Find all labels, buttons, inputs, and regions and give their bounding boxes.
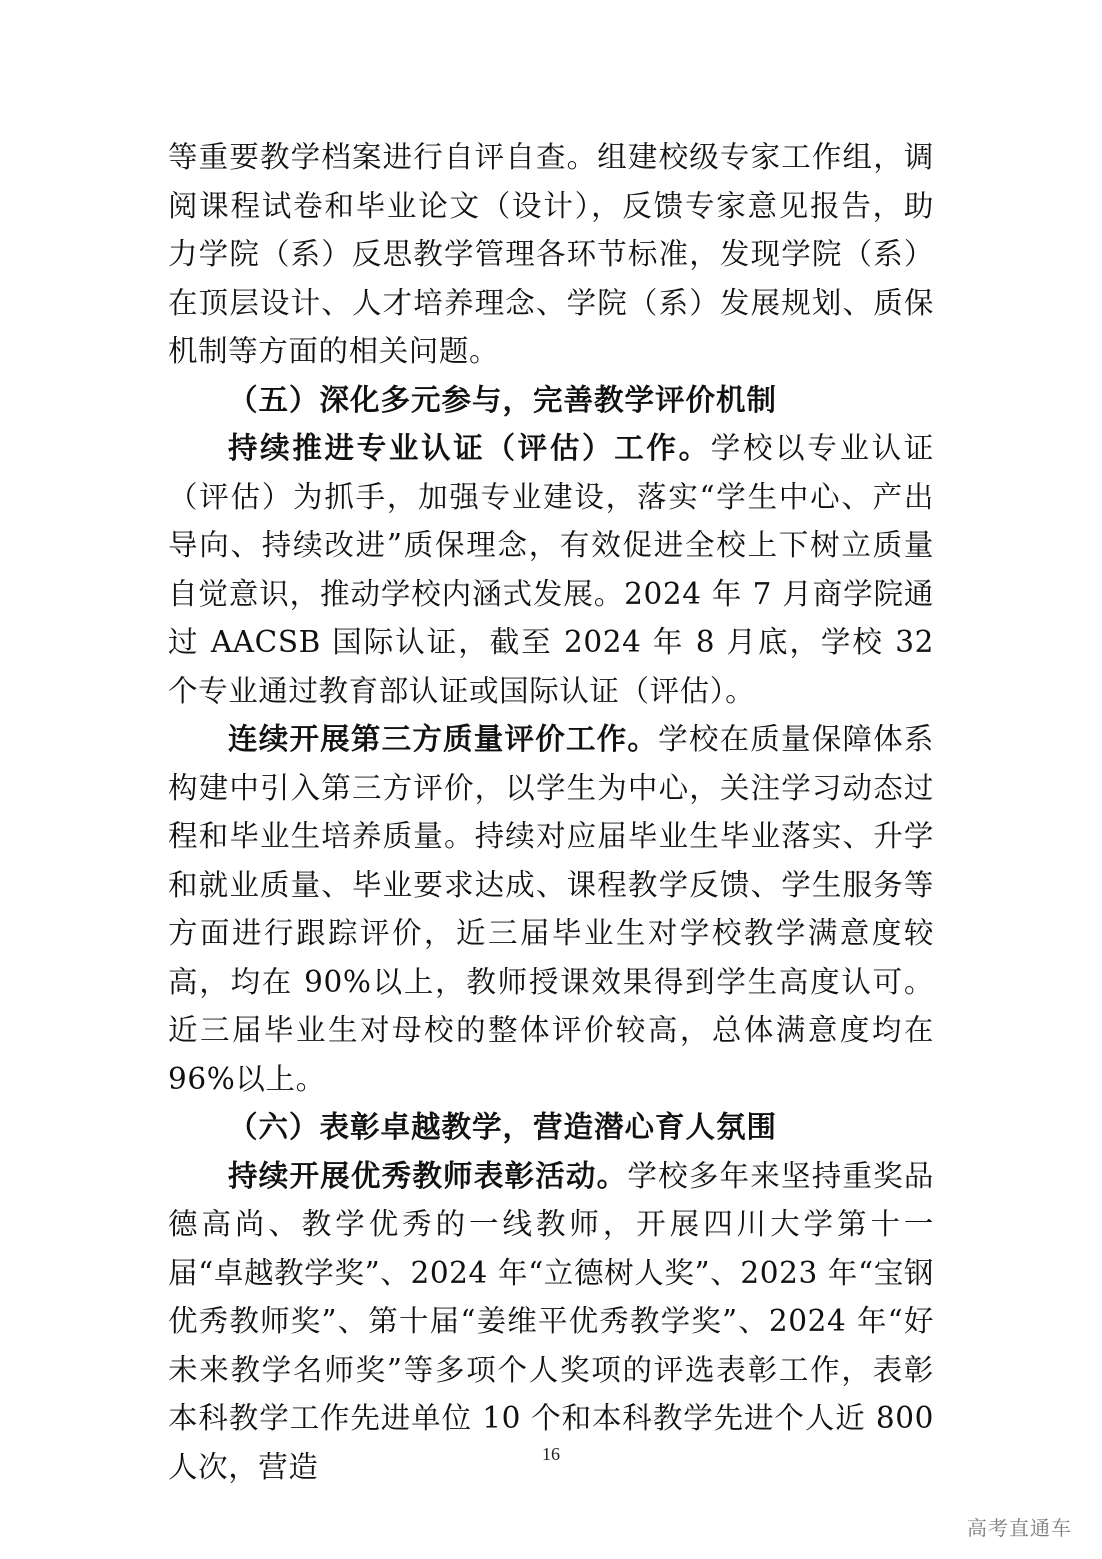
paragraph-certification xyxy=(168,424,934,715)
paragraph-text: 学校多年来坚持重奖品德高尚、教学优秀的一线教师，开展四川大学第十一届“卓越教学奖”、2024 年“立德树人奖”、2023 年“宝钢优秀教师奖”、第十届“姜维平优秀教学奖”、2024 年“好未来教学名师奖”等多项个人奖项的评选表彰工作，表彰本科教学工作先进单位 10 个和本科教学先进个人近 800 人次，营造 xyxy=(168,1158,934,1484)
section-heading-6: （六）表彰卓越教学，营造潜心育人氛围 xyxy=(228,1109,778,1144)
body-text xyxy=(168,133,934,1491)
paragraph-lead: 持续推进专业认证（评估）工作。 xyxy=(228,430,711,465)
page-number: 16 xyxy=(542,1444,560,1464)
paragraph-lead: 持续开展优秀教师表彰活动。 xyxy=(228,1157,628,1193)
section-heading-5: （五）深化多元参与，完善教学评价机制 xyxy=(228,381,778,417)
paragraph-lead: 连续开展第三方质量评价工作。 xyxy=(228,721,659,756)
paragraph-teacher-awards xyxy=(168,1152,934,1492)
paragraph-continuation: 等重要教学档案进行自评自查。组建校级专家工作组，调阅课程试卷和毕业论文（设计），反馈专家意见报告，助力学院（系）反思教学管理各环节标准，发现学院（系）在顶层设计、人才培养理念、学院（系）发展规划、质保机制等方面的相关问题。 xyxy=(168,140,934,368)
paragraph-text: 学校在质量保障体系构建中引入第三方评价，以学生为中心，关注学习动态过程和毕业生培养质量。持续对应届毕业生毕业落实、升学和就业质量、毕业要求达成、课程教学反馈、学生服务等方面进行跟踪评价，近三届毕业生对学校教学满意度较高，均在 90%以上，教师授课效果得到学生高度认可。近三届毕业生对母校的整体评价较高，总体满意度均在 96%以上。 xyxy=(168,722,935,1096)
paragraph-third-party xyxy=(168,715,934,1103)
watermark: 高考直通车 xyxy=(967,1516,1072,1540)
paragraph-text: 学校以专业认证（评估）为抓手，加强专业建设，落实“学生中心、产出导向、持续改进”质保理念，有效促进全校上下树立质量自觉意识，推动学校内涵式发展。2024 年 7 月商学院通过 AACSB 国际认证，截至 2024 年 8 月底，学校 32 个专业通过教育部认证或国际认证（评估）。 xyxy=(168,431,934,708)
